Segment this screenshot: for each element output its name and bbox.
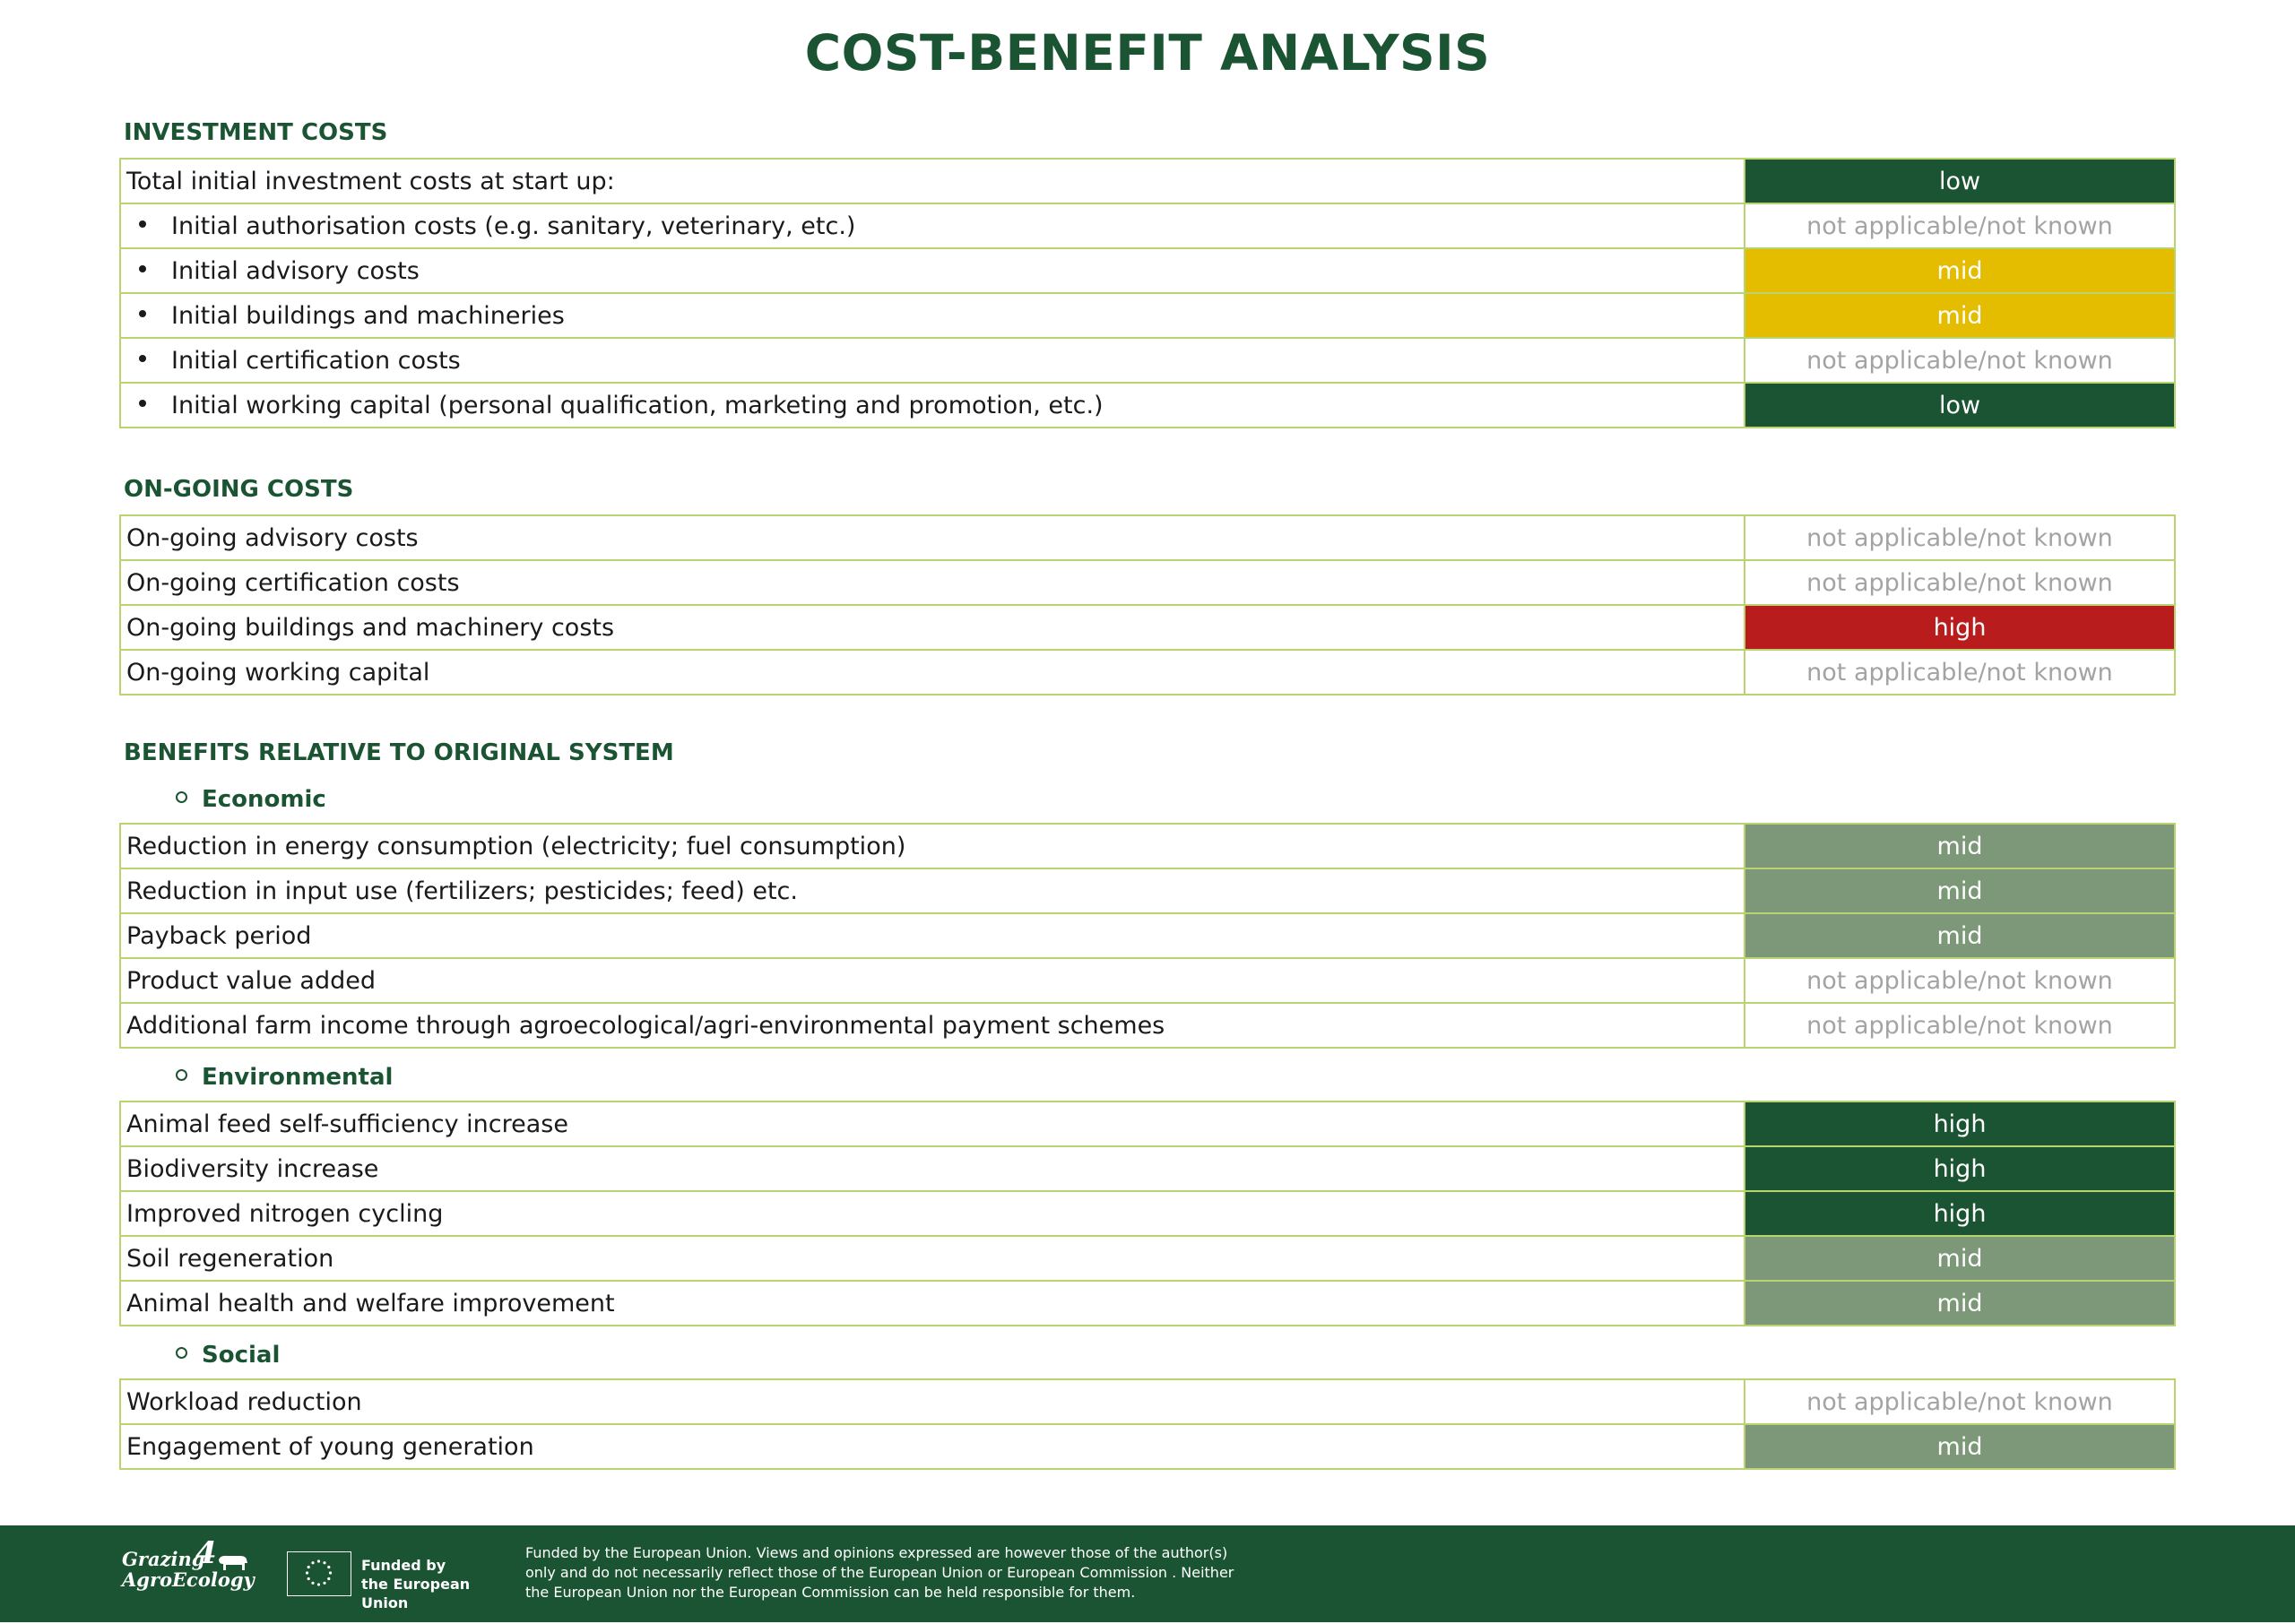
environmental-benefits-table xyxy=(119,1101,2176,1326)
rating-cell: mid xyxy=(1745,1281,2175,1326)
logo-number: 4 xyxy=(195,1535,217,1571)
table-row xyxy=(120,1101,2175,1146)
row-label: Product value added xyxy=(126,966,377,995)
row-label: Initial certification costs xyxy=(171,346,461,375)
rating-cell: mid xyxy=(1745,824,2175,868)
bullet-icon xyxy=(139,355,146,362)
table-row xyxy=(120,338,2175,383)
logo-line-2: AgroEcology xyxy=(122,1568,255,1591)
rating-cell: mid xyxy=(1745,1424,2175,1469)
row-label-cell xyxy=(120,1146,1745,1191)
table-row xyxy=(120,248,2175,293)
eu-stars-icon xyxy=(288,1552,350,1594)
table-row xyxy=(120,824,2175,868)
footer xyxy=(0,1525,2295,1622)
table-row xyxy=(120,515,2175,560)
row-label-cell xyxy=(120,203,1745,248)
row-label: Soil regeneration xyxy=(126,1244,334,1273)
row-label-cell xyxy=(120,824,1745,868)
table-row xyxy=(120,293,2175,338)
table-row xyxy=(120,159,2175,203)
row-label-cell xyxy=(120,560,1745,605)
economic-benefits-body xyxy=(120,824,2175,1048)
table-row xyxy=(120,1379,2175,1424)
row-label-cell xyxy=(120,248,1745,293)
eu-flag-icon xyxy=(287,1551,351,1596)
bullet-icon xyxy=(139,265,146,272)
row-label: Animal feed self-sufficiency increase xyxy=(126,1110,568,1138)
rating-cell: not applicable/not known xyxy=(1745,958,2175,1003)
row-label-cell xyxy=(120,515,1745,560)
on-going-costs-body xyxy=(120,515,2175,695)
circle-bullet-icon xyxy=(176,1347,187,1359)
table-row xyxy=(120,1146,2175,1191)
table-row xyxy=(120,605,2175,650)
row-label-cell xyxy=(120,650,1745,695)
eu-funding-line-2: the European Union xyxy=(361,1576,471,1611)
rating-cell: mid xyxy=(1745,1236,2175,1281)
cow-icon xyxy=(215,1552,249,1572)
row-label: Workload reduction xyxy=(126,1387,362,1416)
disclaimer-line-3: the European Union nor the European Commission can be held responsible for them. xyxy=(525,1584,1136,1601)
disclaimer-line-1: Funded by the European Union. Views and opinions expressed are however those of the author(s) xyxy=(525,1544,1228,1561)
logo-line-1: Grazing xyxy=(122,1548,205,1570)
rating-cell: high xyxy=(1745,1101,2175,1146)
row-label: Biodiversity increase xyxy=(126,1154,379,1183)
row-label-cell xyxy=(120,293,1745,338)
row-label-cell xyxy=(120,1281,1745,1326)
row-label: Initial authorisation costs (e.g. sanitary, veterinary, etc.) xyxy=(171,212,856,240)
row-label: Reduction in energy consumption (electricity; fuel consumption) xyxy=(126,832,906,860)
bullet-icon xyxy=(139,400,146,407)
circle-bullet-icon xyxy=(176,1069,187,1081)
eu-funding-line-1: Funded by xyxy=(361,1557,446,1574)
row-label-cell xyxy=(120,913,1745,958)
rating-cell: mid xyxy=(1745,868,2175,913)
investment-costs-body xyxy=(120,159,2175,428)
rating-cell: not applicable/not known xyxy=(1745,1003,2175,1048)
bullet-icon xyxy=(139,220,146,228)
environmental-benefits-body xyxy=(120,1101,2175,1326)
table-row xyxy=(120,1191,2175,1236)
row-label-cell xyxy=(120,383,1745,428)
row-label: Initial working capital (personal qualification, marketing and promotion, etc.) xyxy=(171,391,1104,419)
table-row xyxy=(120,958,2175,1003)
investment-costs-table xyxy=(119,158,2176,428)
row-label-cell xyxy=(120,338,1745,383)
rating-cell: mid xyxy=(1745,913,2175,958)
rating-cell: high xyxy=(1745,1146,2175,1191)
row-label-cell xyxy=(120,159,1745,203)
bullet-icon xyxy=(139,310,146,317)
rating-cell: mid xyxy=(1745,248,2175,293)
row-label-cell xyxy=(120,1101,1745,1146)
rating-cell: not applicable/not known xyxy=(1745,650,2175,695)
row-label: On-going certification costs xyxy=(126,568,460,597)
environmental-heading xyxy=(176,1054,393,1101)
row-label-cell xyxy=(120,1379,1745,1424)
page-title: COST-BENEFIT ANALYSIS xyxy=(804,24,1491,82)
row-label-cell xyxy=(120,1191,1745,1236)
row-label-cell xyxy=(120,1003,1745,1048)
rating-cell: not applicable/not known xyxy=(1745,515,2175,560)
social-heading-label: Social xyxy=(202,1342,281,1369)
table-row xyxy=(120,913,2175,958)
row-label-cell xyxy=(120,605,1745,650)
rating-cell: not applicable/not known xyxy=(1745,338,2175,383)
rating-cell: not applicable/not known xyxy=(1745,560,2175,605)
circle-bullet-icon xyxy=(176,791,187,803)
economic-benefits-table xyxy=(119,823,2176,1049)
investment-costs-heading: INVESTMENT COSTS xyxy=(124,119,388,146)
social-heading xyxy=(176,1332,280,1378)
row-label: Total initial investment costs at start up: xyxy=(126,167,615,195)
social-benefits-body xyxy=(120,1379,2175,1469)
rating-cell: low xyxy=(1745,159,2175,203)
row-label: Initial advisory costs xyxy=(171,256,420,285)
eu-funding-label xyxy=(361,1556,514,1612)
economic-heading xyxy=(176,776,326,823)
rating-cell: mid xyxy=(1745,293,2175,338)
row-label: Initial buildings and machineries xyxy=(171,301,565,330)
table-row xyxy=(120,383,2175,428)
rating-cell: not applicable/not known xyxy=(1745,203,2175,248)
on-going-costs-heading: ON-GOING COSTS xyxy=(124,476,354,503)
row-label: Animal health and welfare improvement xyxy=(126,1289,615,1317)
table-row xyxy=(120,1424,2175,1469)
social-benefits-table xyxy=(119,1378,2176,1470)
on-going-costs-table xyxy=(119,514,2176,695)
disclaimer-line-2: only and do not necessarily reflect those of the European Union or European Commission . Neither xyxy=(525,1564,1234,1581)
table-row xyxy=(120,650,2175,695)
table-row xyxy=(120,203,2175,248)
benefits-heading: BENEFITS RELATIVE TO ORIGINAL SYSTEM xyxy=(124,739,674,766)
row-label: On-going buildings and machinery costs xyxy=(126,613,615,642)
table-row xyxy=(120,1281,2175,1326)
row-label: Engagement of young generation xyxy=(126,1432,534,1461)
row-label: Reduction in input use (fertilizers; pesticides; feed) etc. xyxy=(126,877,798,905)
row-label: Payback period xyxy=(126,921,312,950)
row-label: Improved nitrogen cycling xyxy=(126,1199,444,1228)
row-label: On-going working capital xyxy=(126,658,430,687)
table-row xyxy=(120,1236,2175,1281)
economic-heading-label: Economic xyxy=(202,786,326,813)
row-label-cell xyxy=(120,868,1745,913)
rating-cell: low xyxy=(1745,383,2175,428)
row-label-cell xyxy=(120,1236,1745,1281)
environmental-heading-label: Environmental xyxy=(202,1064,394,1091)
table-row xyxy=(120,560,2175,605)
row-label: On-going advisory costs xyxy=(126,523,419,552)
rating-cell: high xyxy=(1745,605,2175,650)
row-label-cell xyxy=(120,958,1745,1003)
grazing-agroecology-logo xyxy=(122,1535,256,1602)
rating-cell: high xyxy=(1745,1191,2175,1236)
funding-disclaimer xyxy=(525,1543,1260,1602)
row-label: Additional farm income through agroecological/agri-environmental payment schemes xyxy=(126,1011,1165,1040)
row-label-cell xyxy=(120,1424,1745,1469)
table-row xyxy=(120,1003,2175,1048)
rating-cell: not applicable/not known xyxy=(1745,1379,2175,1424)
table-row xyxy=(120,868,2175,913)
